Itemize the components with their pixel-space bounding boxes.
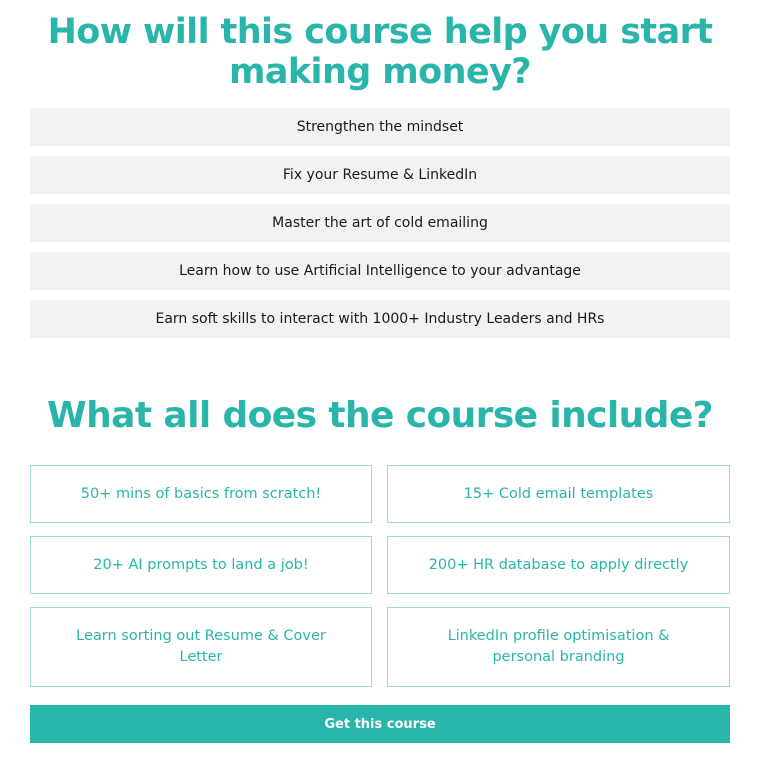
benefit-item: Strengthen the mindset (30, 108, 730, 146)
features-grid (30, 465, 730, 687)
feature-card: 200+ HR database to apply directly (387, 536, 730, 594)
benefit-item: Earn soft skills to interact with 1000+ Industry Leaders and HRs (30, 300, 730, 338)
benefits-list (30, 108, 730, 348)
benefit-item: Learn how to use Artificial Intelligence to your advantage (30, 252, 730, 290)
includes-heading: What all does the course include? (47, 395, 713, 436)
feature-card: 20+ AI prompts to land a job! (30, 536, 372, 594)
feature-card: 50+ mins of basics from scratch! (30, 465, 372, 523)
feature-card: 15+ Cold email templates (387, 465, 730, 523)
benefit-item: Master the art of cold emailing (30, 204, 730, 242)
get-course-button[interactable]: Get this course (30, 705, 730, 743)
benefit-item: Fix your Resume & LinkedIn (30, 156, 730, 194)
benefits-heading: How will this course help you start making money? (47, 12, 713, 92)
feature-card: LinkedIn profile optimisation & personal branding (387, 607, 730, 687)
feature-card: Learn sorting out Resume & Cover Letter (30, 607, 372, 687)
